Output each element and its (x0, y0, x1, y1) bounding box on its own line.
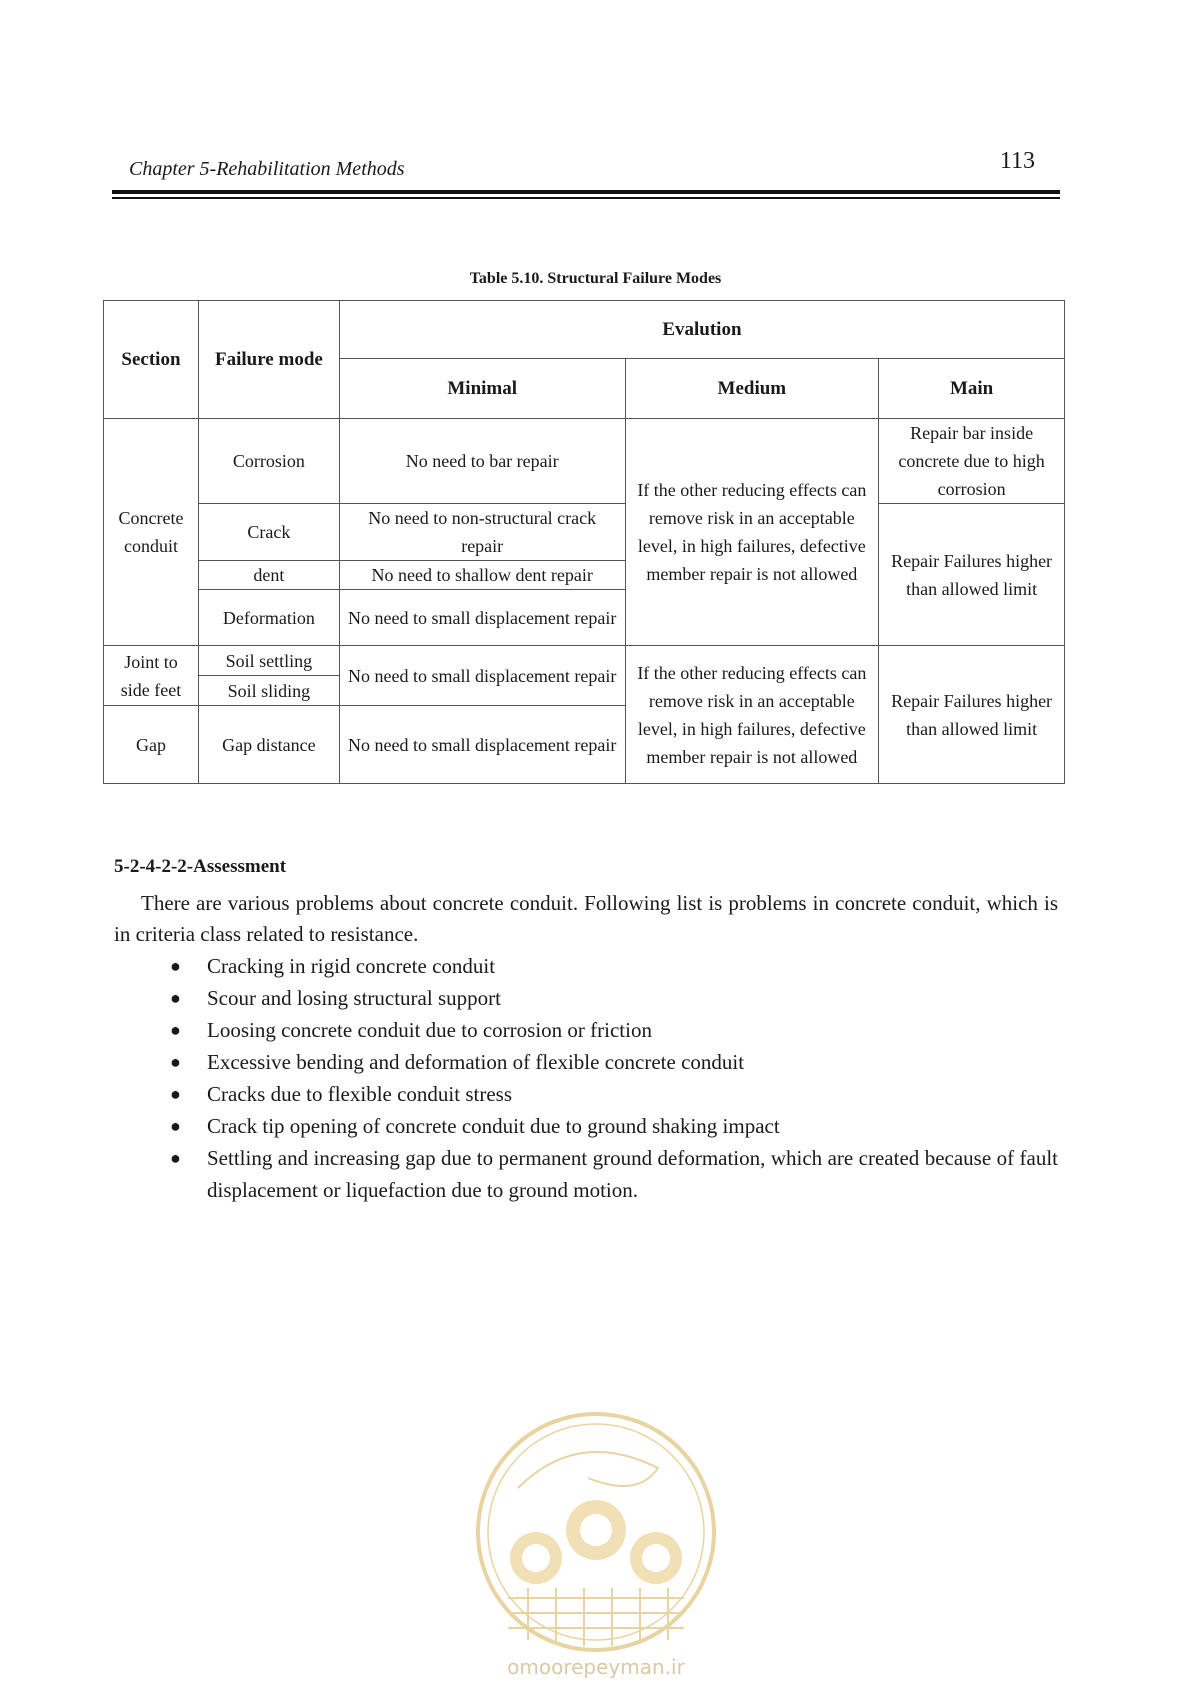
page-number: 113 (999, 148, 1035, 174)
cell-main-joint: Repair Failures higher than allowed limit (879, 646, 1065, 784)
cell-minimal-joint: No need to small displacement repair (339, 646, 625, 706)
list-item (114, 1078, 1058, 1110)
cell-main-corrosion: Repair bar inside concrete due to high corrosion (879, 419, 1065, 504)
list-item (114, 1142, 1058, 1206)
cell-main-concrete: Repair Failures higher than allowed limit (879, 504, 1065, 646)
page-header (112, 148, 1060, 198)
header-main: Main (879, 359, 1065, 419)
cell-mode-soil-sliding: Soil sliding (198, 676, 339, 706)
list-item-text: Loosing concrete conduit due to corrosion or friction (207, 1018, 652, 1042)
bullet-icon: ● (170, 1052, 181, 1072)
list-item (114, 1014, 1058, 1046)
list-item-text: Settling and increasing gap due to permanent ground deformation, which are created because of fault displacement or liquefaction due to ground motion. (207, 1146, 1058, 1202)
cell-section-gap: Gap (104, 706, 199, 784)
cell-mode-deformation: Deformation (198, 590, 339, 646)
header-section: Section (104, 301, 199, 419)
cell-mode-soil-settling: Soil settling (198, 646, 339, 676)
watermark-logo (468, 1408, 724, 1678)
bullet-icon: ● (170, 956, 181, 976)
list-item-text: Excessive bending and deformation of flexible concrete conduit (207, 1050, 745, 1074)
list-item-text: Cracking in rigid concrete conduit (207, 954, 496, 978)
list-item (114, 1110, 1058, 1142)
cell-mode-dent: dent (198, 561, 339, 590)
table-caption: Table 5.10. Structural Failure Modes (469, 270, 722, 287)
list-item (114, 950, 1058, 982)
problem-list (114, 950, 1058, 1206)
cell-mode-corrosion: Corrosion (198, 419, 339, 504)
header-failure-mode: Failure mode (198, 301, 339, 419)
cell-minimal-gap: No need to small displacement repair (339, 706, 625, 784)
cell-minimal-corrosion: No need to bar repair (339, 419, 625, 504)
header-evaluation: Evalution (339, 301, 1064, 359)
header-medium: Medium (625, 359, 879, 419)
list-item-text: Crack tip opening of concrete conduit due to ground shaking impact (207, 1114, 780, 1138)
watermark-text: omoorepeyman.ir (507, 1655, 685, 1678)
header-minimal: Minimal (339, 359, 625, 419)
bullet-icon: ● (170, 1020, 181, 1040)
cell-minimal-crack: No need to non-structural crack repair (339, 504, 625, 561)
bullet-icon: ● (170, 1148, 181, 1168)
list-item (114, 982, 1058, 1014)
section-heading: 5-2-4-2-2-Assessment (114, 856, 287, 877)
list-item-text: Scour and losing structural support (207, 986, 501, 1010)
cell-minimal-dent: No need to shallow dent repair (339, 561, 625, 590)
cell-mode-crack: Crack (198, 504, 339, 561)
cell-minimal-deformation: No need to small displacement repair (339, 590, 625, 646)
table-row (104, 504, 1065, 561)
header-rule-thick (112, 190, 1060, 194)
bullet-icon: ● (170, 1116, 181, 1136)
header-rule-thin (112, 197, 1060, 199)
table-row (104, 646, 1065, 676)
list-item (114, 1046, 1058, 1078)
chapter-title: Chapter 5-Rehabilitation Methods (129, 158, 405, 180)
cell-mode-gap-distance: Gap distance (198, 706, 339, 784)
table-header-row (104, 301, 1065, 359)
cell-section-joint: Joint to side feet (104, 646, 199, 706)
cell-medium-concrete: If the other reducing effects can remove risk in an acceptable level, in high failures, defective member repair is not allowed (625, 419, 879, 646)
cell-medium-joint: If the other reducing effects can remove risk in an acceptable level, in high failures, defective member repair is not allowed (625, 646, 879, 784)
body-paragraph: There are various problems about concrete conduit. Following list is problems in concrete conduit, which is in criteria class related to resistance. (114, 891, 1058, 946)
list-item-text: Cracks due to flexible conduit stress (207, 1082, 513, 1106)
table-row (104, 419, 1065, 504)
bullet-icon: ● (170, 1084, 181, 1104)
bullet-icon: ● (170, 988, 181, 1008)
failure-modes-table (103, 300, 1065, 784)
cell-section-concrete: Concrete conduit (104, 419, 199, 646)
